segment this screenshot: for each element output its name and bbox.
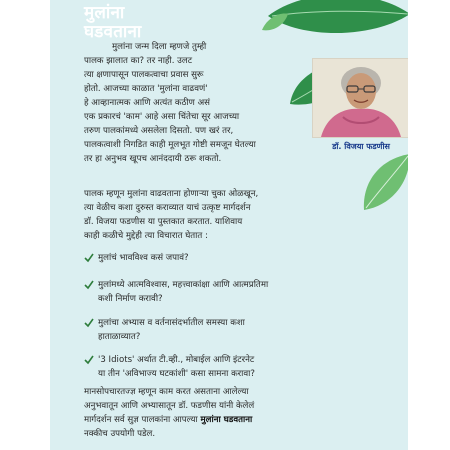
intro-line: पालक झालात का? तर नाही. उलट <box>84 56 193 66</box>
intro-line: एक प्रकारचं 'काम' आहे असा चिंतेचा सूर आजच्या <box>84 112 240 122</box>
leaf-decoration-lower-right <box>358 150 408 214</box>
middle-line: त्या वेळीच कशा दुरुस्त कराव्यात याचं उत्कृष्ट मार्गदर्शन <box>84 203 251 213</box>
closing-text: मार्गदर्शन सर्व सुज्ञ पालकांना आपल्या <box>84 415 201 425</box>
closing-line <box>84 413 252 427</box>
closing-book-title: मुलांना घडवताना <box>200 415 253 425</box>
check-icon <box>84 318 94 328</box>
intro-line: मुलांना जन्म दिला म्हणजे तुम्ही <box>112 42 207 52</box>
intro-line: होतो. आजच्या काळात 'मुलांना वाढवणं' <box>84 84 208 94</box>
intro-line: हे आव्हानात्मक आणि अत्यंत कठीण असं <box>84 98 210 108</box>
book-title-line-1: मुलांना <box>84 3 125 23</box>
check-icon <box>84 280 94 290</box>
closing-line: मानसोपचारतज्ज्ञ म्हणून काम करत असताना आलेल्या <box>84 387 249 397</box>
author-portrait-image <box>313 59 408 137</box>
closing-line: अनुभवातून आणि अभ्यासातून डॉ. फडणीस यांनी केलेलं <box>84 401 255 411</box>
check-icon <box>84 355 94 365</box>
book-title-line-2: घडवताना <box>84 22 142 42</box>
book-back-cover <box>50 0 408 450</box>
middle-line: काही कळीचे मुद्देही त्या विचारात घेतात : <box>84 231 208 241</box>
leaf-decoration-small <box>260 12 290 32</box>
author-caption: डॉ. विजया फडणीस <box>332 142 390 151</box>
middle-line: पालक म्हणून मुलांना वाढवताना होणाऱ्या चुका ओळखून, <box>84 189 259 199</box>
book-title <box>84 4 142 42</box>
middle-line: डॉ. विजया फडणीस या पुस्तकात करतात. याशिवाय <box>84 217 243 227</box>
bullet-text: या तीन 'अविभाज्य घटकांशी' कसा सामना करावा? <box>98 369 255 379</box>
intro-line: त्या क्षणापासून पालकत्वाचा प्रवास सुरू <box>84 70 204 80</box>
bullet-text: '3 Idiots' अर्थात टी.व्ही., मोबाईल आणि इंटरनेट <box>98 355 255 365</box>
author-photo <box>312 58 408 138</box>
bullet-text: मुलांचा अभ्यास व वर्तनासंदर्भातील समस्या कशा <box>98 318 245 328</box>
bullet-text: मुलांमध्ये आत्मविश्वास, महत्त्वाकांक्षा आणि आत्मप्रतिमा <box>98 280 269 290</box>
check-icon <box>84 253 94 263</box>
intro-line: तर हा अनुभव खूपच आनंददायी ठरू शकतो. <box>84 154 222 164</box>
bullet-text: मुलांचं भावविश्व कसं जपावं? <box>98 253 189 263</box>
closing-line: नक्कीच उपयोगी पडेल. <box>84 429 156 439</box>
bullet-text: हाताळाव्यात? <box>98 332 141 342</box>
intro-line: तरुण पालकांमध्ये असलेला दिसतो. पण खरं तर, <box>84 126 234 136</box>
bullet-text: कशी निर्माण करावी? <box>98 294 163 304</box>
intro-line: पालकत्वाशी निगडित काही मूलभूत गोष्टी समजून घेतल्या <box>84 140 256 150</box>
